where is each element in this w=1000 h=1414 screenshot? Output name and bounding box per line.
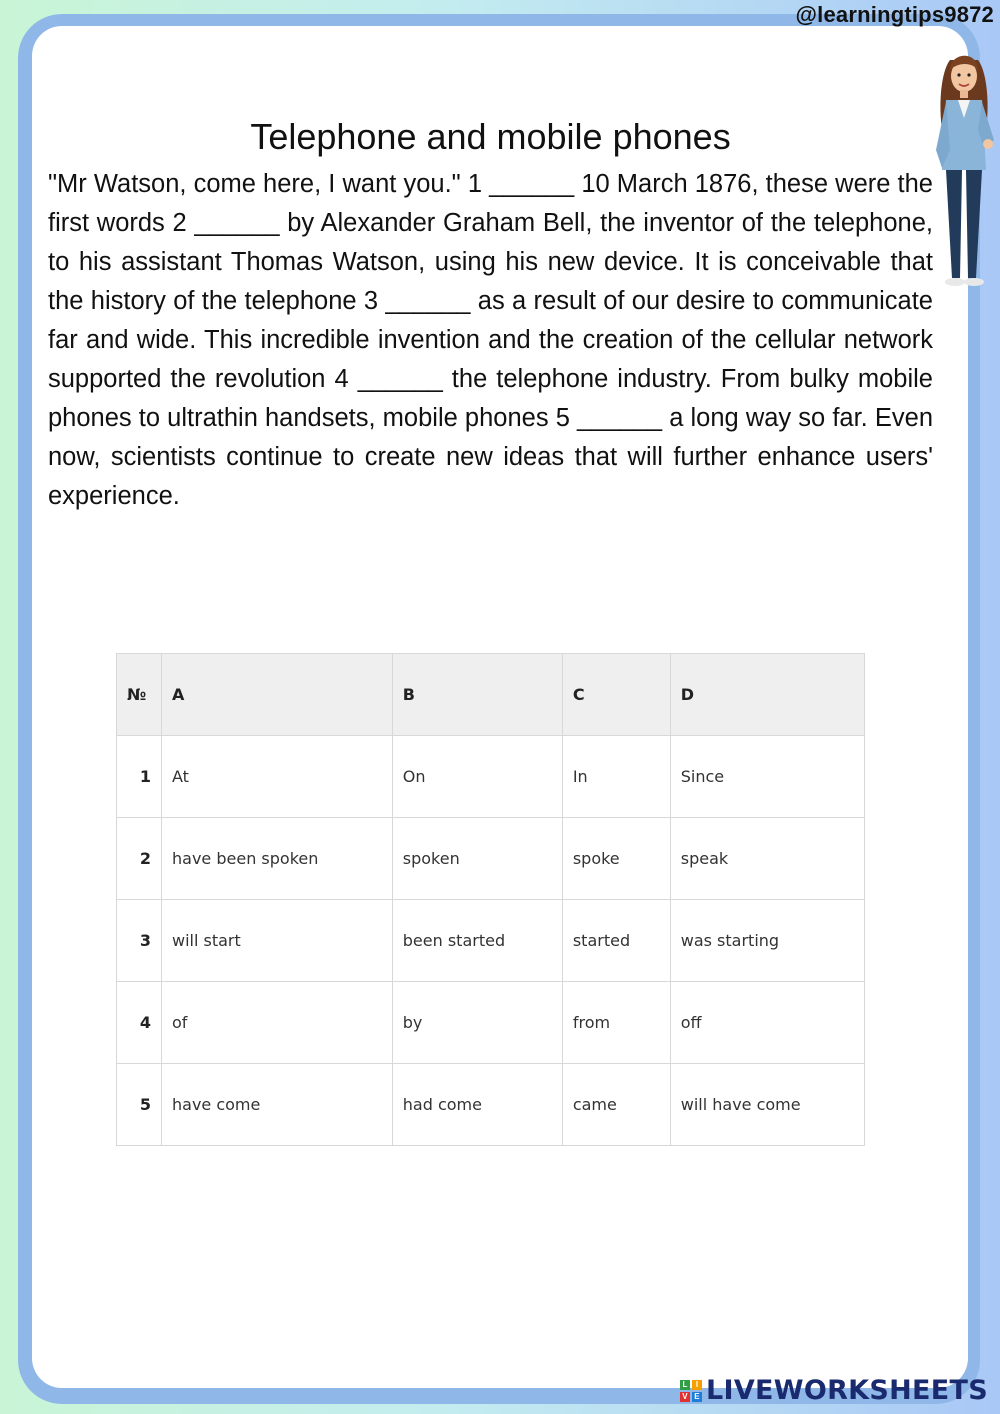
table-row — [117, 736, 865, 818]
row-number: 2 — [117, 818, 162, 900]
logo-tile-v: V — [680, 1392, 690, 1402]
option-a[interactable]: will start — [162, 900, 393, 982]
column-header-number: № — [117, 654, 162, 736]
option-c[interactable]: from — [562, 982, 670, 1064]
table-row — [117, 1064, 865, 1146]
option-a[interactable]: have been spoken — [162, 818, 393, 900]
logo-text: LIVEWORKSHEETS — [705, 1375, 988, 1406]
option-b[interactable]: spoken — [392, 818, 562, 900]
row-number: 5 — [117, 1064, 162, 1146]
row-number: 1 — [117, 736, 162, 818]
logo-tile-l: L — [680, 1380, 690, 1390]
option-b[interactable]: On — [392, 736, 562, 818]
page-title: Telephone and mobile phones — [250, 116, 731, 157]
option-d[interactable]: speak — [670, 818, 864, 900]
option-c[interactable]: came — [562, 1064, 670, 1146]
option-d[interactable]: off — [670, 982, 864, 1064]
option-d[interactable]: was starting — [670, 900, 864, 982]
option-c[interactable]: In — [562, 736, 670, 818]
option-d[interactable]: Since — [670, 736, 864, 818]
table-row — [117, 982, 865, 1064]
option-a[interactable]: have come — [162, 1064, 393, 1146]
liveworksheets-logo-icon — [680, 1380, 702, 1402]
table-row — [117, 818, 865, 900]
option-c[interactable]: started — [562, 900, 670, 982]
option-b[interactable]: had come — [392, 1064, 562, 1146]
column-header-d: D — [670, 654, 864, 736]
cartoon-girl-icon — [928, 40, 1000, 290]
liveworksheets-logo — [680, 1375, 988, 1406]
table-row — [117, 900, 865, 982]
author-handle: @learningtips9872 — [795, 2, 994, 27]
column-header-c: C — [562, 654, 670, 736]
option-b[interactable]: been started — [392, 900, 562, 982]
option-b[interactable]: by — [392, 982, 562, 1064]
row-number: 3 — [117, 900, 162, 982]
logo-tile-e: E — [692, 1392, 702, 1402]
row-number: 4 — [117, 982, 162, 1064]
option-a[interactable]: of — [162, 982, 393, 1064]
table-header-row — [117, 654, 865, 736]
option-d[interactable]: will have come — [670, 1064, 864, 1146]
option-c[interactable]: spoke — [562, 818, 670, 900]
answer-options-table — [116, 653, 865, 1146]
option-a[interactable]: At — [162, 736, 393, 818]
column-header-a: A — [162, 654, 393, 736]
column-header-b: B — [392, 654, 562, 736]
reading-passage: "Mr Watson, come here, I want you." 1 ______ 10 March 1876, these were the first words 2 ______ by Alexander Graham Bell, the inventor of the telephone, to his assistant Thomas Watson, using his new device. It is conceivable that the history of the telephone 3 ______ as a result of our desire to communicate far and wide. This incredible invention and the creation of the cellular network supported the revolution 4 ______ the telephone industry. From bulky mobile phones to ultrathin handsets, mobile phones 5 ______ a long way so far. Even now, scientists continue to create new ideas that will further enhance users' experience. — [48, 170, 933, 510]
logo-tile-i: I — [692, 1380, 702, 1390]
